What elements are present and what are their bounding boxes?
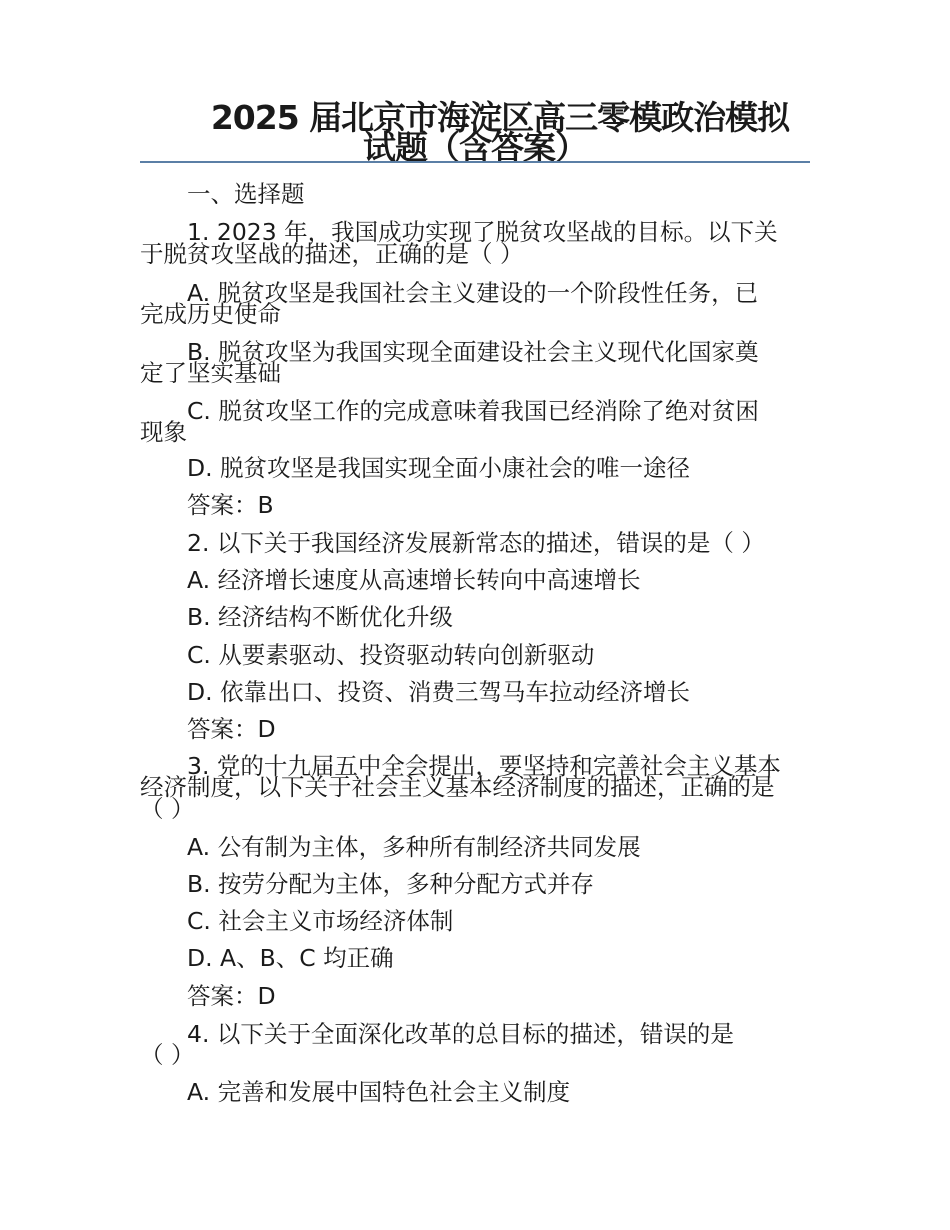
question-1-option-a: A. 脱贫攻坚是我国社会主义建设的一个阶段性任务，已 bbox=[187, 279, 759, 307]
title-divider bbox=[140, 161, 810, 163]
question-2-option-d: D. 依靠出口、投资、消费三驾马车拉动经济增长 bbox=[187, 678, 691, 706]
question-3-stem-cont-2: （ ） bbox=[140, 795, 195, 823]
question-2-answer: 答案：D bbox=[187, 715, 276, 743]
title-line-1: 2025 届北京市海淀区高三零模政治模拟 bbox=[210, 98, 790, 137]
question-1-option-a-cont: 完成历史使命 bbox=[140, 300, 281, 328]
question-1-option-b-cont: 定了坚实基础 bbox=[140, 359, 281, 387]
question-3-option-b: B. 按劳分配为主体，多种分配方式并存 bbox=[187, 870, 595, 898]
question-3-stem: 3. 党的十九届五中全会提出，要坚持和完善社会主义基本 bbox=[187, 752, 781, 780]
question-3-answer: 答案：D bbox=[187, 982, 276, 1010]
question-4-option-a: A. 完善和发展中国特色社会主义制度 bbox=[187, 1078, 571, 1106]
question-4-stem: 4. 以下关于全面深化改革的总目标的描述，错误的是 bbox=[187, 1020, 734, 1048]
question-1-option-c: C. 脱贫攻坚工作的完成意味着我国已经消除了绝对贫困 bbox=[187, 397, 759, 425]
question-1-option-b: B. 脱贫攻坚为我国实现全面建设社会主义现代化国家奠 bbox=[187, 338, 759, 366]
question-2-option-c: C. 从要素驱动、投资驱动转向创新驱动 bbox=[187, 641, 595, 669]
question-2-option-a: A. 经济增长速度从高速增长转向中高速增长 bbox=[187, 566, 641, 594]
question-3-option-a: A. 公有制为主体，多种所有制经济共同发展 bbox=[187, 833, 641, 861]
question-1-answer: 答案：B bbox=[187, 491, 274, 519]
question-2-option-b: B. 经济结构不断优化升级 bbox=[187, 603, 454, 631]
question-3-option-c: C. 社会主义市场经济体制 bbox=[187, 907, 454, 935]
question-3-stem-cont: 经济制度，以下关于社会主义基本经济制度的描述，正确的是 bbox=[140, 773, 775, 801]
question-1-option-c-cont: 现象 bbox=[140, 418, 187, 446]
title-line-2: 试题（含答案） bbox=[363, 128, 587, 167]
question-2-stem: 2. 以下关于我国经济发展新常态的描述，错误的是（ ） bbox=[187, 529, 765, 557]
document-title bbox=[140, 98, 810, 167]
question-3-option-d: D. A、B、C 均正确 bbox=[187, 944, 394, 972]
section-heading: 一、选择题 bbox=[187, 180, 305, 208]
question-4-stem-cont: （ ） bbox=[140, 1041, 195, 1069]
question-1-stem-cont: 于脱贫攻坚战的描述，正确的是（ ） bbox=[140, 240, 524, 268]
question-1-stem: 1. 2023 年，我国成功实现了脱贫攻坚战的目标。以下关 bbox=[187, 218, 778, 246]
question-1-option-d: D. 脱贫攻坚是我国实现全面小康社会的唯一途径 bbox=[187, 454, 691, 482]
